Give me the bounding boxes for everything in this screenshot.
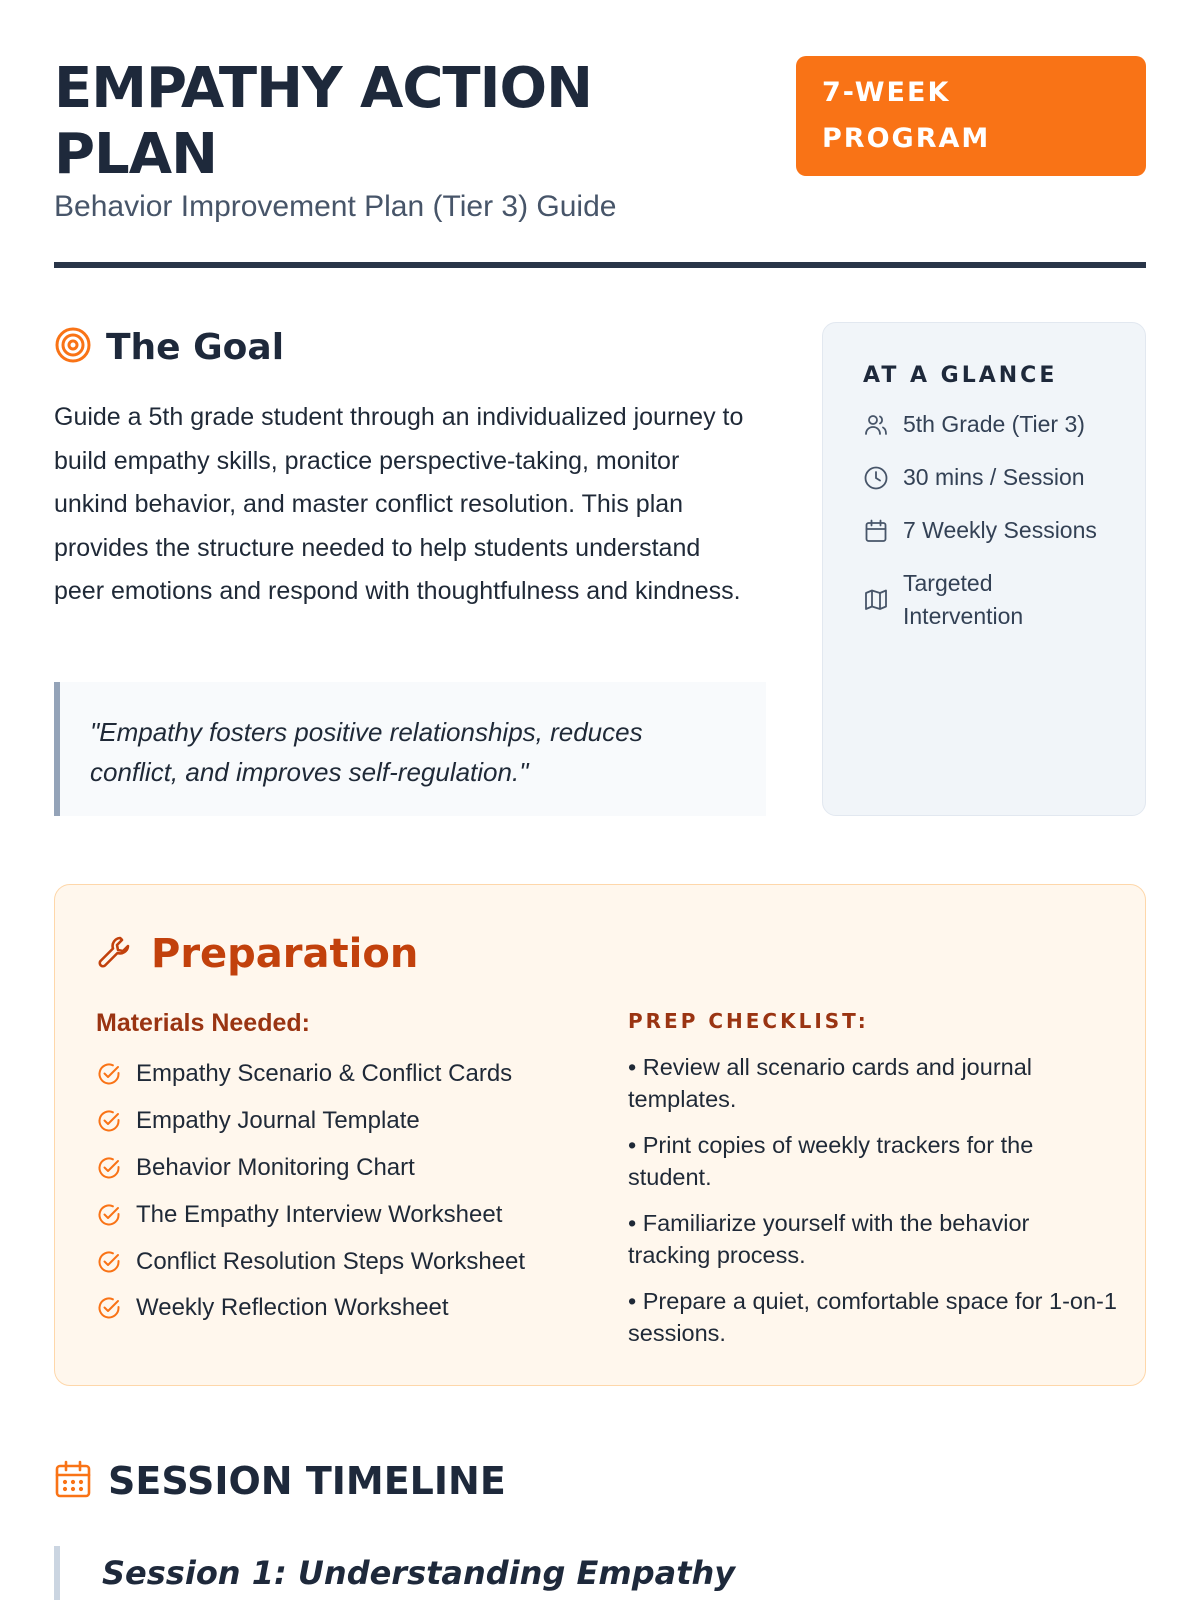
preparation-card (54, 884, 1146, 1386)
preparation-heading: Preparation (151, 931, 419, 977)
page-subtitle: Behavior Improvement Plan (Tier 3) Guide (54, 190, 617, 223)
material-item (96, 1285, 525, 1332)
users-icon (863, 412, 889, 438)
glance-item-sessions (863, 514, 1113, 547)
material-label: Empathy Scenario & Conflict Cards (136, 1060, 513, 1088)
material-label: Behavior Monitoring Chart (136, 1153, 415, 1181)
checklist-item: • Review all scenario cards and journal templates. (628, 1054, 1033, 1112)
prep-checklist-label: PREP CHECKLIST: (628, 1009, 869, 1033)
glance-item-duration (863, 461, 1113, 494)
check-circle-icon (96, 1061, 122, 1087)
target-icon (54, 326, 92, 369)
glance-item-label: Targeted Intervention (903, 570, 1024, 629)
glance-item-type (863, 567, 1113, 633)
prep-checklist (628, 1051, 1118, 1363)
check-circle-icon (96, 1249, 122, 1275)
checklist-item: • Print copies of weekly trackers for the student. (628, 1132, 1034, 1190)
check-circle-icon (96, 1108, 122, 1134)
material-label: The Empathy Interview Worksheet (136, 1200, 503, 1228)
at-a-glance-card (822, 322, 1146, 816)
timeline-heading-row (54, 1454, 506, 1508)
goal-heading: The Goal (106, 326, 285, 368)
program-badge: 7-WEEK PROGRAM (796, 56, 1146, 176)
map-icon (863, 587, 889, 613)
calendar-icon (863, 518, 889, 544)
check-circle-icon (96, 1295, 122, 1321)
materials-list (96, 1051, 525, 1332)
material-item (96, 1051, 525, 1098)
calendar-grid-icon (54, 1459, 92, 1504)
at-a-glance-title: AT A GLANCE (863, 363, 1058, 388)
clock-icon (863, 465, 889, 491)
glance-item-label: 5th Grade (Tier 3) (903, 411, 1085, 437)
preparation-heading-row (95, 927, 418, 981)
material-label: Conflict Resolution Steps Worksheet (136, 1247, 526, 1275)
wrench-icon (95, 932, 135, 977)
page-title: EMPATHY ACTION PLAN (54, 56, 592, 187)
check-circle-icon (96, 1155, 122, 1181)
timeline-heading: SESSION TIMELINE (108, 1459, 506, 1503)
material-item (96, 1191, 525, 1238)
glance-item-label: 30 mins / Session (903, 464, 1085, 490)
material-label: Weekly Reflection Worksheet (136, 1294, 449, 1322)
materials-label: Materials Needed: (96, 1009, 310, 1037)
glance-item-label: 7 Weekly Sessions (903, 517, 1097, 543)
checklist-item: • Prepare a quiet, comfortable space for 1-on-1 sessions. (628, 1288, 1117, 1346)
material-item (96, 1098, 525, 1145)
goal-heading-row (54, 322, 284, 372)
page-header (54, 56, 1146, 268)
checklist-item: • Familiarize yourself with the behavior tracking process. (628, 1210, 1030, 1268)
goal-quote: "Empathy fosters positive relationships, reduces conflict, and improves self-regulation." (54, 682, 766, 816)
material-label: Empathy Journal Template (136, 1107, 420, 1135)
session-title: Session 1: Understanding Empathy (54, 1546, 1146, 1600)
check-circle-icon (96, 1202, 122, 1228)
material-item (96, 1238, 525, 1285)
glance-item-grade (863, 408, 1113, 441)
material-item (96, 1145, 525, 1192)
goal-description: Guide a 5th grade student through an individualized journey to build empathy skills, practice perspective-taking, monitor unkind behavior, and master conflict resolution. This plan provides the structure needed to help students understand peer emotions and respond with thoughtfulness and kindness. (54, 403, 744, 605)
